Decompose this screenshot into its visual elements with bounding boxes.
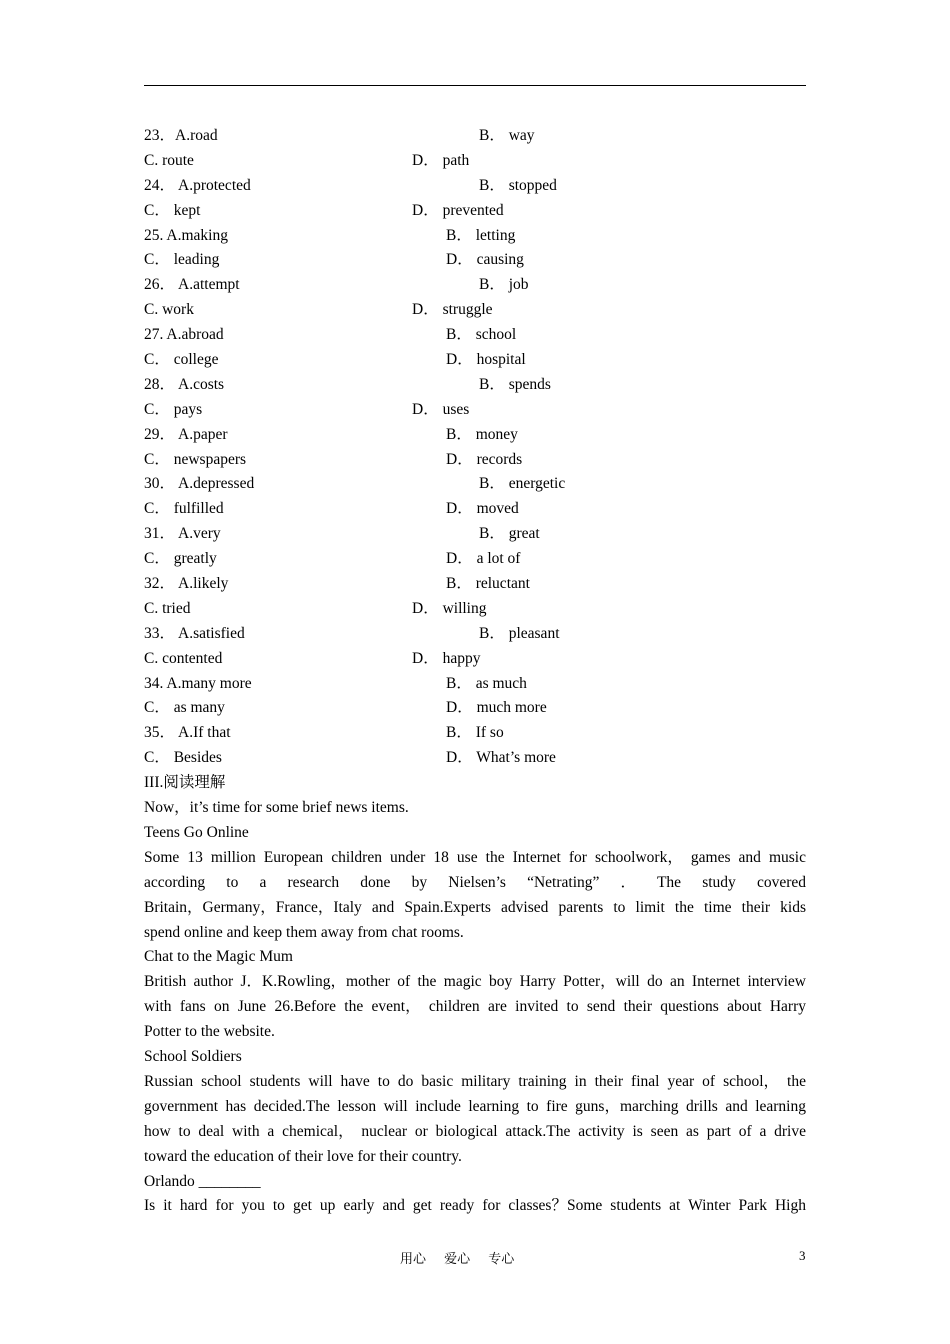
option-d: D． willing: [412, 599, 487, 617]
news-body-line: spend online and keep them away from chat rooms.: [144, 923, 464, 941]
option-c: C． college: [144, 351, 219, 369]
option-d: D． uses: [412, 400, 470, 418]
question-row: [144, 124, 806, 149]
option-a: 30． A.depressed: [144, 475, 255, 493]
option-b: B． If so: [446, 724, 504, 742]
question-row: [144, 746, 806, 771]
option-c: C. route: [144, 151, 194, 169]
option-a: 34. A.many more: [144, 674, 252, 692]
question-row: [144, 547, 806, 572]
question-row: [144, 721, 806, 746]
option-c: C． as many: [144, 699, 225, 717]
news-body-line: Britain，Germany，France，Italy and Spain.Experts advised parents to limit the time their kids: [144, 898, 806, 916]
option-b: B． pleasant: [479, 624, 560, 642]
question-row: [144, 597, 806, 622]
option-a: 23．A.road: [144, 127, 218, 144]
option-d: D． What’s more: [446, 749, 556, 767]
question-row: [144, 398, 806, 423]
question-row: [144, 298, 806, 323]
question-row: [144, 348, 806, 373]
question-row: [144, 323, 806, 348]
news-body-line: Russian school students will have to do basic military training in their final year of school， the: [144, 1072, 806, 1090]
intro-line: Now，it’s time for some brief news items.: [144, 799, 409, 817]
question-row: [144, 572, 806, 597]
option-d: D． moved: [446, 500, 519, 518]
option-b: B． as much: [446, 674, 527, 692]
news-body-line: according to a research done by Nielsen’s “Netrating” ． The study covered: [144, 873, 806, 891]
option-b: B． way: [479, 127, 535, 144]
question-row: [144, 696, 806, 721]
news-title: Orlando ________: [144, 1172, 261, 1190]
option-a: 35． A.If that: [144, 724, 231, 742]
option-c: C． greatly: [144, 550, 217, 568]
news-items: [144, 821, 806, 1219]
option-c: C． kept: [144, 201, 201, 219]
option-c: C． leading: [144, 251, 220, 269]
option-b: B． school: [446, 326, 517, 344]
option-a: 24． A.protected: [144, 176, 251, 194]
news-body-line: government has decided.The lesson will include learning to fire guns，marching drills and learning: [144, 1097, 806, 1115]
option-a: 28． A.costs: [144, 375, 225, 393]
option-d: D． records: [446, 450, 523, 468]
news-body-line: Some 13 million European children under 18 use the Internet for schoolwork， games and music: [144, 848, 806, 866]
question-row: [144, 672, 806, 697]
option-b: B． great: [479, 525, 540, 543]
option-b: B． energetic: [479, 475, 566, 493]
option-a: 25. A.making: [144, 226, 228, 244]
news-title: Chat to the Magic Mum: [144, 948, 293, 966]
option-c: C. contented: [144, 649, 223, 667]
header-rule: [144, 85, 806, 86]
question-row: [144, 497, 806, 522]
option-a: 26． A.attempt: [144, 276, 240, 294]
question-row: [144, 199, 806, 224]
option-c: C． fulfilled: [144, 500, 224, 518]
option-a: 33． A.satisfied: [144, 624, 245, 642]
answer-options: [144, 124, 806, 771]
option-b: B． reluctant: [446, 575, 530, 593]
option-c: C． newspapers: [144, 450, 247, 468]
option-b: B． money: [446, 425, 518, 443]
question-row: [144, 149, 806, 174]
option-d: D． much more: [446, 699, 547, 717]
news-body-line: British author J．K.Rowling，mother of the magic boy Harry Potter，will do an Internet interview: [144, 973, 806, 991]
option-d: D． hospital: [446, 351, 526, 369]
question-row: [144, 522, 806, 547]
option-a: 31． A.very: [144, 525, 221, 543]
option-b: B． letting: [446, 226, 516, 244]
option-a: 27. A.abroad: [144, 326, 224, 344]
question-row: [144, 423, 806, 448]
option-d: D． happy: [412, 649, 481, 667]
section-heading: III.阅读理解: [144, 774, 226, 792]
option-a: 29． A.paper: [144, 425, 228, 443]
news-title: Teens Go Online: [144, 823, 249, 841]
option-c: C. tried: [144, 599, 191, 617]
option-b: B． stopped: [479, 176, 557, 194]
option-d: D． prevented: [412, 201, 504, 219]
news-body-line: Is it hard for you to get up early and get ready for classes？Some students at Winter Park High: [144, 1197, 806, 1215]
question-row: [144, 273, 806, 298]
option-c: C． Besides: [144, 749, 222, 767]
option-b: B． spends: [479, 375, 551, 393]
news-body-line: how to deal with a chemical， nuclear or biological attack.The activity is seen as part of a drive: [144, 1122, 806, 1140]
question-row: [144, 224, 806, 249]
option-d: D． path: [412, 151, 470, 169]
page-content: [144, 124, 806, 1219]
option-c: C. work: [144, 301, 194, 319]
option-c: C． pays: [144, 400, 203, 418]
option-b: B． job: [479, 276, 529, 294]
page-number: 3: [799, 1248, 806, 1263]
footer-motto: 用心 爱心 专心: [400, 1252, 515, 1267]
option-d: D． struggle: [412, 301, 493, 319]
question-row: [144, 373, 806, 398]
question-row: [144, 448, 806, 473]
option-a: 32． A.likely: [144, 575, 229, 593]
option-d: D． a lot of: [446, 550, 521, 568]
news-title: School Soldiers: [144, 1048, 242, 1066]
news-body-line: toward the education of their love for their country.: [144, 1147, 462, 1165]
question-row: [144, 647, 806, 672]
question-row: [144, 174, 806, 199]
news-body-line: with fans on June 26.Before the event， children are invited to send their questions about Harry: [144, 998, 806, 1016]
question-row: [144, 622, 806, 647]
question-row: [144, 248, 806, 273]
option-d: D． causing: [446, 251, 524, 269]
question-row: [144, 472, 806, 497]
news-body-line: Potter to the website.: [144, 1023, 275, 1041]
